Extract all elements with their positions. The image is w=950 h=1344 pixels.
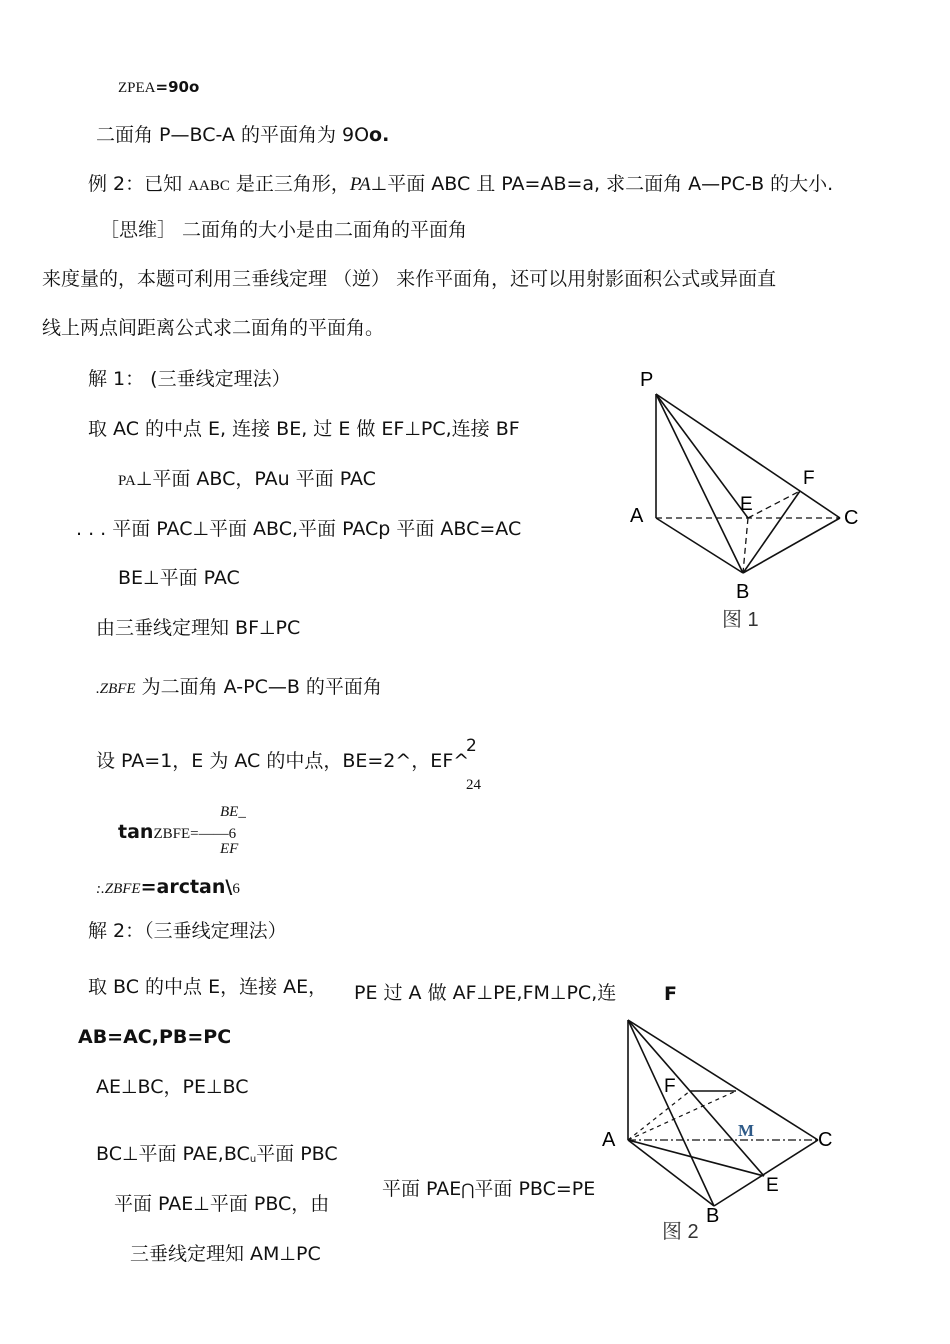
label-e: E [740, 494, 753, 515]
solution-1-step-3 [76, 518, 521, 541]
solution-1-step-4: BE⊥平面 PAC [118, 567, 240, 589]
triangle-aabc: AABC [188, 178, 230, 194]
solution-2-heading: 解 2：（三垂线定理法） [88, 920, 287, 942]
edge-cb-2 [714, 1140, 818, 1206]
example-2-rest: ⊥平面 ABC 且 PA=AB=a, 求二面角 A—PC-B 的大小. [370, 173, 834, 195]
solution-2-step-4 [96, 1143, 338, 1166]
solution-1-step-7: 设 PA=1，E 为 AC 的中点，BE=2^，EF^ [96, 750, 470, 772]
solution-1-step-2 [118, 468, 376, 491]
line-dihedral-pbca [96, 124, 389, 147]
arctan-line [96, 876, 240, 899]
figure-1-caption: 图 1 [722, 609, 759, 631]
solution-1-step-1: 取 AC 的中点 E, 连接 BE, 过 E 做 EF⊥PC,连接 BF [88, 418, 520, 440]
example-2-prefix: 例 2：已知 [88, 173, 189, 195]
solution-2-step-5: 平面 PAE⊥平面 PBC，由 [114, 1193, 330, 1215]
edge-ab-2 [628, 1140, 714, 1206]
label-f: F [803, 468, 815, 489]
label-b: B [736, 581, 750, 603]
plane-pbc: 平面 PBC [256, 1143, 338, 1165]
therefore-dots: . . . [76, 518, 107, 540]
solution-1-step-5: 由三垂线定理知 BF⊥PC [96, 617, 301, 639]
tan-denominator: EF [220, 841, 239, 857]
plane-pae: 平面 PAE [382, 1178, 462, 1200]
thinking-line: ［思维］ 二面角的大小是由二面角的平面角 [100, 219, 468, 241]
label-a: A [630, 505, 644, 527]
tan-numerator: BE_ [220, 804, 246, 820]
bc-perp-pae: BC⊥平面 PAE,BC [96, 1143, 250, 1165]
subset-u: u [249, 1154, 257, 1165]
tan-expression: ZBFE=——6 [153, 826, 237, 842]
plane-angle-text: 为二面角 A-PC—B 的平面角 [135, 676, 382, 698]
line-angle-pea [118, 78, 199, 97]
solution-2-step-1c: F [664, 983, 677, 1005]
plane-pbc-pe: 平面 PBC=PE [474, 1178, 596, 1200]
edge-pe [656, 394, 748, 518]
dihedral-pbca-text: 二面角 P—BC-A 的平面角为 9O [96, 124, 370, 146]
planes-intersection [382, 1178, 595, 1201]
label-p: P [640, 369, 654, 391]
planes-perp-text: 平面 PAC⊥平面 ABC,平面 PACp 平面 ABC=AC [106, 518, 522, 540]
label-c-2: C [818, 1129, 833, 1151]
tan-line [118, 821, 236, 844]
angle-pea-value: =90 [155, 78, 189, 96]
pa-italic: PA [349, 174, 371, 195]
angle-bfe: .ZBFE [96, 681, 136, 697]
figure-2-caption: 图 2 [662, 1221, 699, 1243]
thinking-line-3: 线上两点间距离公式求二面角的平面角。 [42, 317, 385, 339]
ef-subscript: 24 [466, 777, 481, 793]
angle-pea-label: ZPEA [118, 80, 156, 96]
label-a-2: A [602, 1129, 616, 1151]
edge-eb-dashed [743, 518, 748, 573]
solution-2-step-1a: 取 BC 的中点 E，连接 AE， [88, 976, 328, 998]
solution-1-heading: 解 1： (三垂线定理法） [88, 368, 291, 390]
solution-2-step-2: AB=AC,PB=PC [78, 1026, 232, 1048]
tan-word: tan [118, 821, 154, 843]
ef-superscript: 2 [466, 736, 477, 756]
figure-1 [610, 358, 880, 638]
cap-symbol: ⋂ [461, 1180, 475, 1199]
example-2-statement [88, 173, 833, 197]
pa-serif: PA [118, 473, 136, 489]
edge-am-dashed [628, 1091, 736, 1140]
label-b-2: B [706, 1205, 720, 1227]
label-f-2: F [664, 1076, 676, 1097]
pa-perp-text: ⊥平面 ABC，PAu 平面 PAC [135, 468, 376, 490]
edge-pe-2 [628, 1020, 764, 1176]
solution-2-step-3: AE⊥BC，PE⊥BC [96, 1076, 249, 1098]
figure-2 [590, 1008, 850, 1248]
dihedral-pbca-suffix: o. [369, 124, 390, 146]
label-e-2: E [766, 1175, 779, 1196]
arctan-six: 6 [232, 881, 240, 897]
solution-1-step-6 [96, 676, 382, 699]
edge-cb [743, 518, 840, 573]
thinking-line-2: 来度量的，本题可利用三垂线定理 （逆） 来作平面角，还可以用射影面积公式或异面直 [42, 268, 777, 290]
edge-ae-2 [628, 1140, 764, 1176]
solution-2-step-6: 三垂线定理知 AM⊥PC [130, 1243, 321, 1265]
edge-ef-dashed [748, 491, 800, 518]
label-m-2: M [738, 1121, 755, 1140]
example-2-mid: 是正三角形， [229, 173, 350, 195]
solution-2-step-1b: PE 过 A 做 AF⊥PE,FM⊥PC,连 [354, 982, 617, 1004]
angle-bfe-result: :.ZBFE [96, 881, 141, 897]
label-c: C [844, 507, 859, 529]
degree-o: o [188, 78, 200, 96]
arctan-text: =arctan\ [140, 876, 233, 898]
